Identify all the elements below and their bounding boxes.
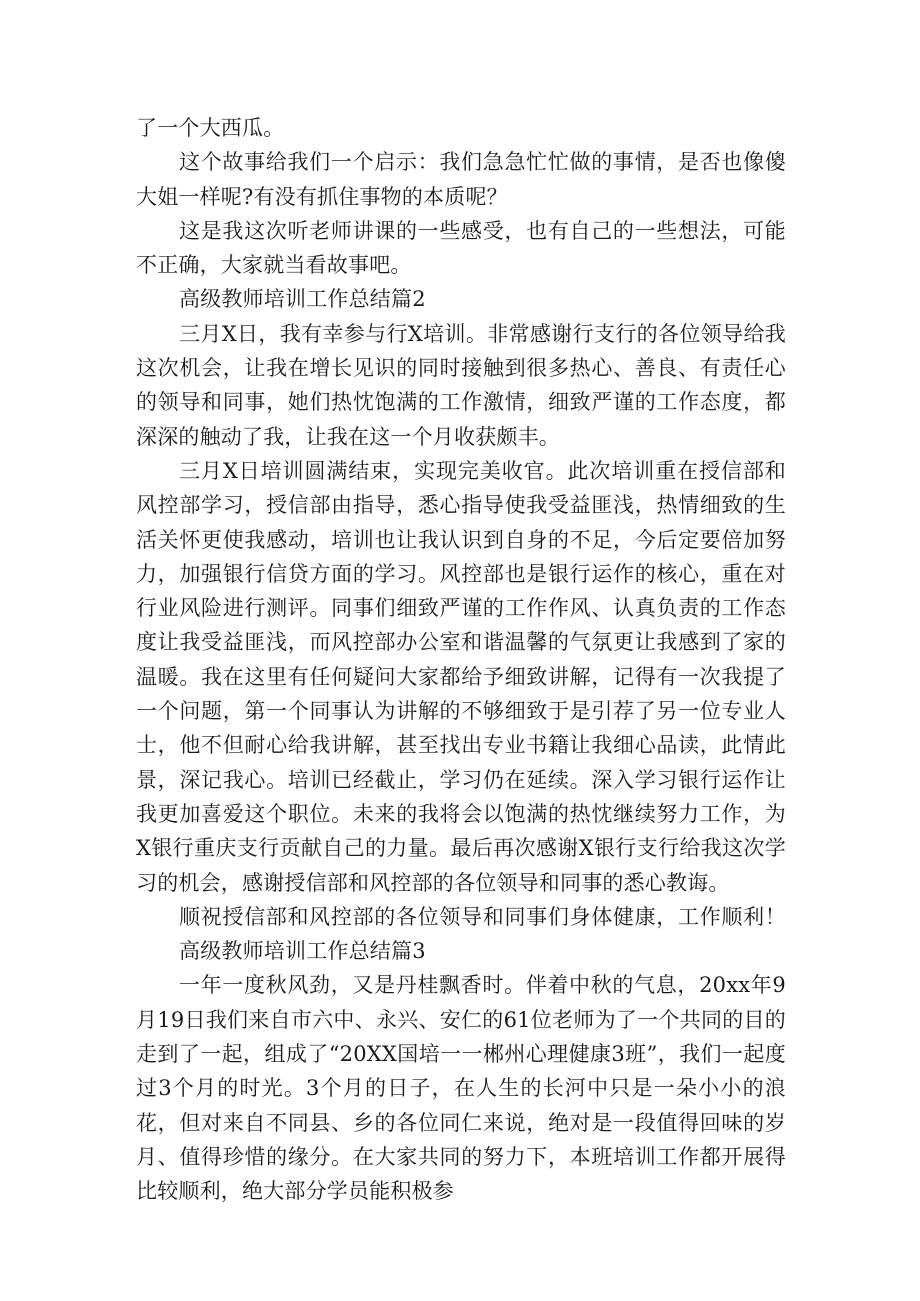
paragraph-autumn-intro: 一年一度秋风劲，又是丹桂飘香时。伴着中秋的气息，20xx年9月19日我们来自市六中、永兴、安仁的61位老师为了一个共同的目的走到了一起，组成了“20XX国培一一郴州心理健康3班”，我们一起度过3个月的时光。3个月的日子，在人生的长河中只是一朵小小的浪花，但对来自不同县、乡的各位同仁来说，绝对是一段值得回味的岁月、值得珍惜的缘分。在大家共同的努力下，本班培训工作都开展得比较顺利，绝大部分学员能积极参 (136, 973, 786, 1204)
paragraph-reflection: 这是我这次听老师讲课的一些感受，也有自己的一些想法，可能不正确，大家就当看故事吧。 (136, 218, 786, 278)
paragraph-training-end: 三月X日培训圆满结束，实现完美收官。此次培训重在授信部和风控部学习，授信部由指导，悉心指导使我受益匪浅，热情细致的生活关怀更使我感动，培训也让我认识到自身的不足，今后定要倍加努力，加强银行信贷方面的学习。风控部也是银行运作的核心，重在对行业风险进行测评。同事们细致严谨的工作作风、认真负责的工作态度让我受益匪浅，而风控部办公室和谐温馨的气氛更让我感到了家的温暖。我在这里有任何疑问大家都给予细致讲解，记得有一次我提了一个问题，第一个同事认为讲解的不够细致于是引荐了另一位专业人士，他不但耐心给我讲解，甚至找出专业书籍让我细心品读，此情此景，深记我心。培训已经截止，学习仍在延续。深入学习银行运作让我更加喜爱这个职位。未来的我将会以饱满的热忱继续努力工作，为X银行重庆支行贡献自己的力量。最后再次感谢X银行支行给我这次学习的机会，感谢授信部和风控部的各位领导和同事的悉心教诲。 (136, 458, 786, 895)
paragraph-continuation: 了一个大西瓜。 (136, 116, 285, 140)
paragraph-training-start: 三月X日，我有幸参与行X培训。非常感谢行支行的各位领导给我这次机会，让我在增长见识的同时接触到很多热心、善良、有责任心的领导和同事，她们热忱饱满的工作激情，细致严谨的工作态度，都深深的触动了我，让我在这一个月收获颇丰。 (136, 321, 786, 449)
document-body (136, 111, 786, 1209)
paragraph-story-lesson: 这个故事给我们一个启示：我们急急忙忙做的事情，是否也像傻大姐一样呢?有没有抓住事物的本质呢？ (136, 150, 786, 209)
paragraph-closing-wishes: 顺祝授信部和风控部的各位领导和同事们身体健康，工作顺利！高级教师培训工作总结篇3 (179, 904, 786, 964)
section-heading-2: 高级教师培训工作总结篇2 (179, 287, 426, 312)
